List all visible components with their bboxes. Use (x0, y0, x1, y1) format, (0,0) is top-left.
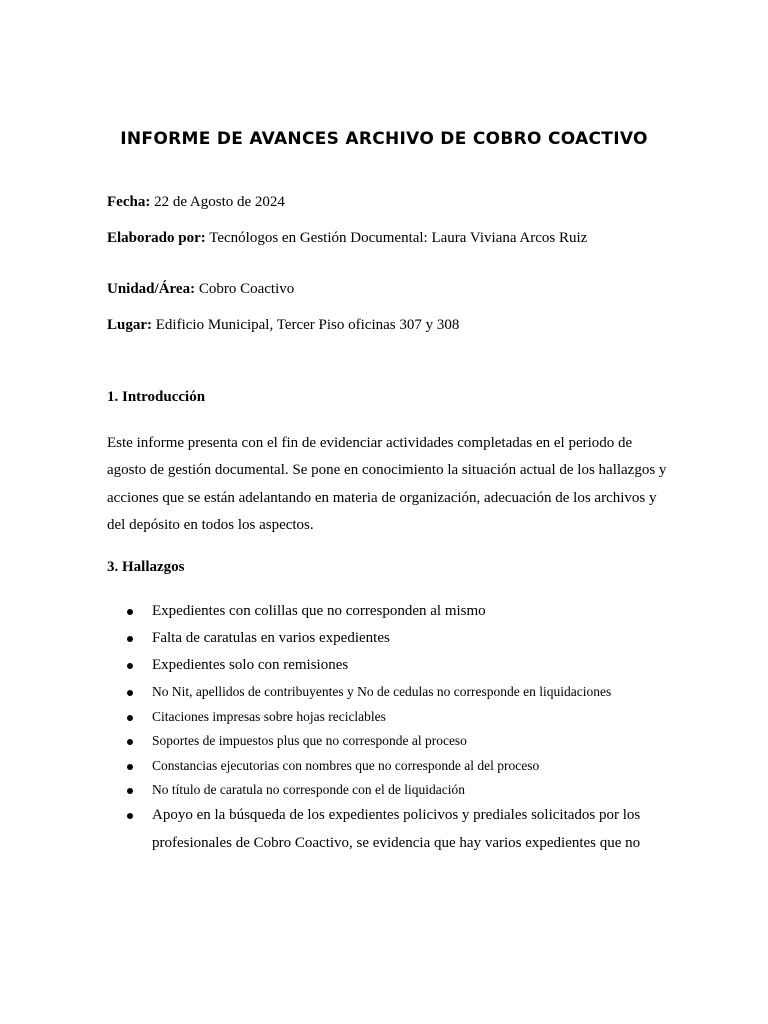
bullet-icon (127, 739, 133, 745)
unidad-value: Cobro Coactivo (195, 281, 295, 297)
elaborado-value: Tecnólogos en Gestión Documental: Laura Viviana Arcos Ruiz (205, 230, 588, 246)
fecha-value: 22 de Agosto de 2024 (150, 194, 285, 210)
bullet-icon (127, 813, 133, 819)
bullet-icon (127, 636, 133, 642)
bullet-icon (127, 609, 133, 615)
document-page: INFORME DE AVANCES ARCHIVO DE COBRO COACTIVO Fecha: 22 de Agosto de 2024 Elaborado por: Tecnólogos en Gestión Documental: Laura Viviana Arcos Ruiz Unidad/Área: Cobro Coactivo Lugar: Edificio Municipal, Tercer Piso oficinas 307 y 308 1. Introducción Este informe presenta con el fin de evidenciar actividades completadas en el periodo de agosto de gestión documental. Se pone en conocimiento la situación actual de los hallazgos y acciones que se están adelantando en materia de organización, adecuación de los archivos y del depósito en todos los aspectos. 3. Hallazgos Expedientes con colillas que no corresponden al mismo Falta de caratulas en varios expedientes Expedientes solo con remisiones No Nit, apellidos de contribuyentes y No de cedulas no corresponde en liquidaciones Citaciones impresas sobre hojas reciclables Soportes de impuestos plus que no corresponde al proceso Constancias ejecutorias con nombres que no corresponde al del proceso No título de caratula no corresponde con el de liquidación Apoyo en la búsqueda de los expedientes policivos y prediales solicitados por los profesionales de Cobro Coactivo, se evidencia que hay varios expedientes que no (0, 0, 768, 1024)
elaborado-line (107, 230, 587, 247)
document-title: INFORME DE AVANCES ARCHIVO DE COBRO COACTIVO (120, 129, 648, 149)
lugar-value: Edificio Municipal, Tercer Piso oficinas 307 y 308 (152, 317, 460, 333)
bullet-icon (127, 663, 133, 669)
bullet-icon (127, 690, 133, 696)
elaborado-label: Elaborado por: (107, 230, 206, 246)
bullet-icon (127, 788, 133, 794)
bullet-icon (127, 764, 133, 770)
unidad-line (107, 281, 294, 298)
bullet-icon (127, 715, 133, 721)
intro-heading: 1. Introducción (107, 389, 206, 405)
lugar-label: Lugar: (107, 317, 152, 333)
intro-paragraph: Este informe presenta con el fin de evidenciar actividades completadas en el periodo de agosto de gestión documental. Se pone en conocimiento la situación actual de los hallazgos y acciones que se están adelantando en materia de organización, adecuación de los archivos y del depósito en todos los aspectos. (107, 435, 667, 533)
lugar-line (107, 317, 459, 334)
unidad-label: Unidad/Área: (107, 281, 196, 297)
fecha-label: Fecha: (107, 194, 151, 210)
hallazgos-heading: 3. Hallazgos (107, 559, 185, 575)
fecha-line (107, 194, 285, 211)
